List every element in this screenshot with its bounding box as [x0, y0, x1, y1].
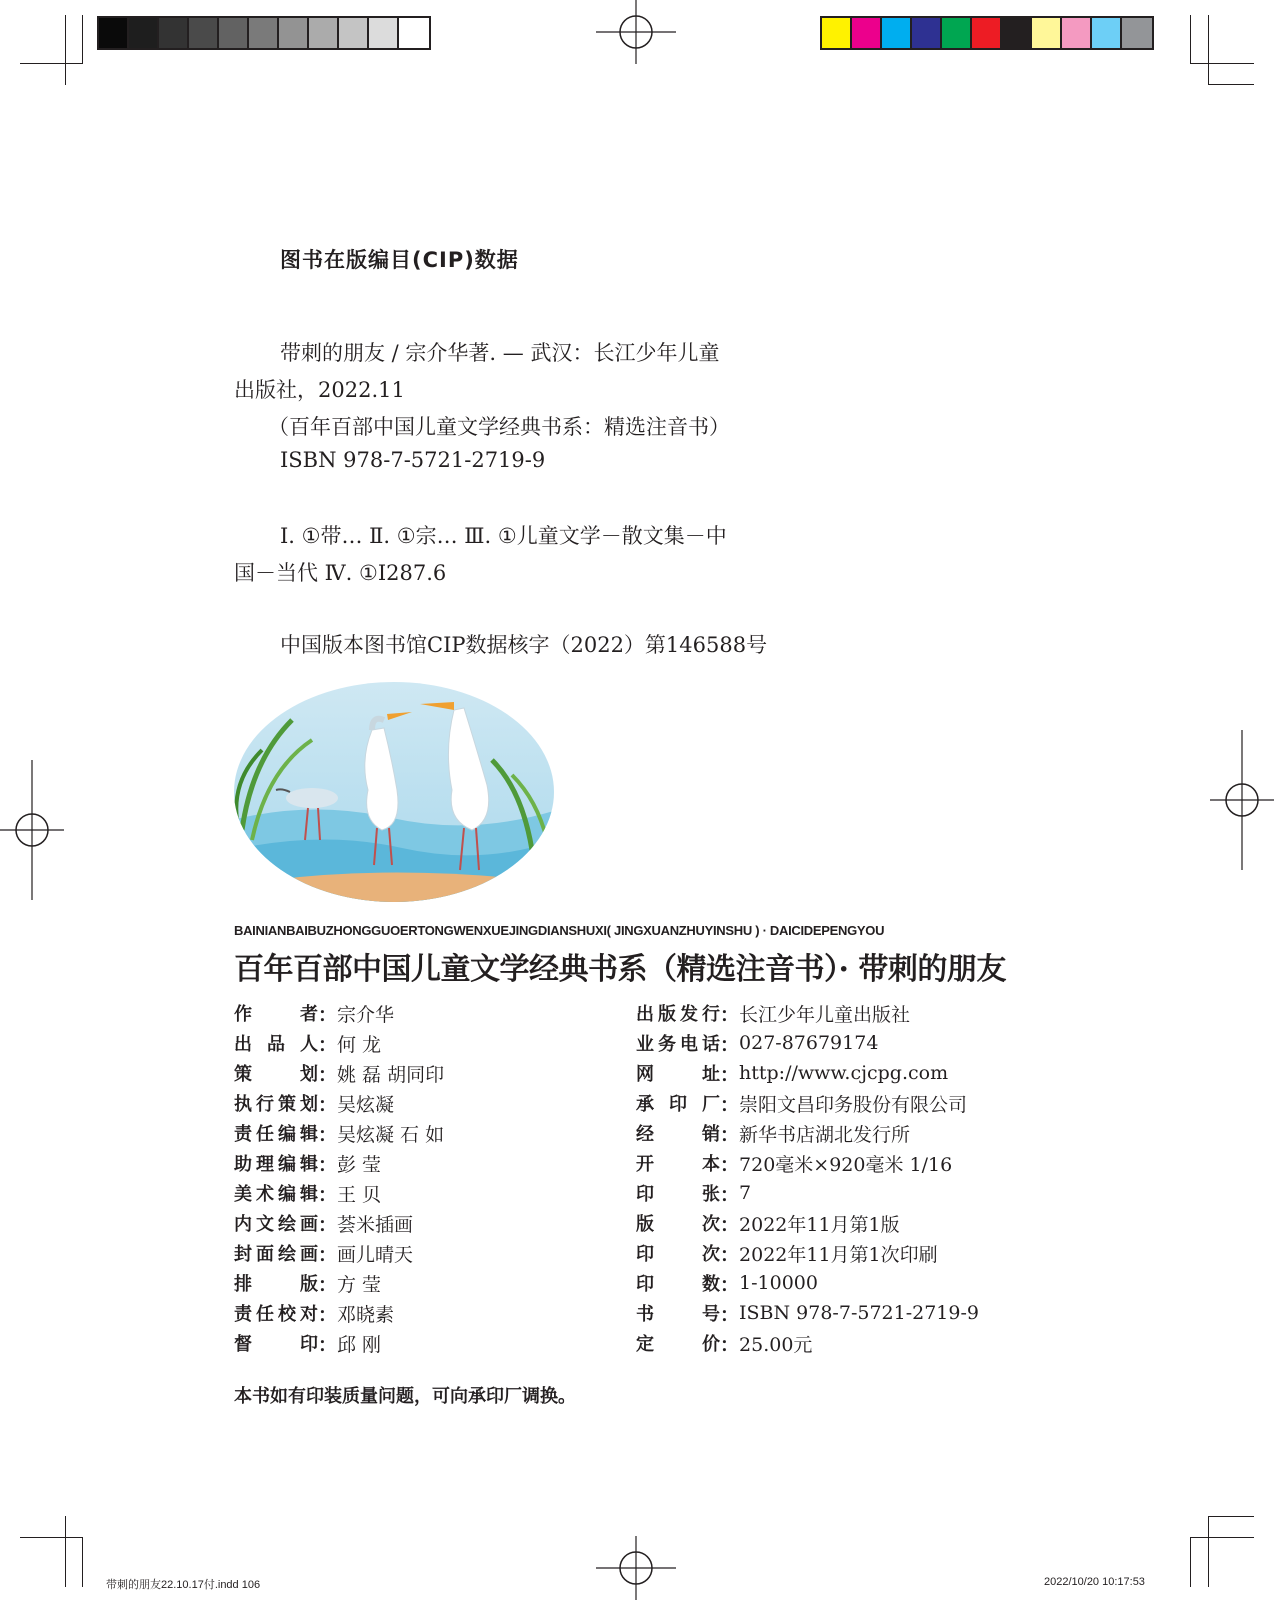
color-swatch — [1122, 18, 1152, 48]
credit-colon: ： — [720, 1333, 740, 1356]
credit-row — [636, 1118, 979, 1148]
credit-colon: ： — [318, 1093, 338, 1116]
credit-row — [636, 1268, 979, 1298]
credit-label: 作者 — [234, 1004, 318, 1025]
credit-label: 版次 — [636, 1214, 720, 1235]
credit-value: 25.00元 — [739, 1333, 813, 1356]
gray-swatch — [309, 18, 339, 48]
credit-colon: ： — [720, 1243, 740, 1266]
credit-value: 2022年11月第1次印刷 — [739, 1243, 938, 1266]
credit-row — [234, 1088, 444, 1118]
series-title: 百年百部中国儿童文学经典书系（精选注音书）· 带刺的朋友 — [234, 952, 1006, 987]
quality-notice: 本书如有印装质量问题，可向承印厂调换。 — [234, 1386, 576, 1407]
credit-colon: ： — [720, 1273, 740, 1296]
credit-colon: ： — [318, 1123, 338, 1146]
credits-right-column — [636, 998, 979, 1358]
credit-row — [636, 998, 979, 1028]
grayscale-bar — [97, 16, 431, 50]
credit-value: 方 莹 — [337, 1273, 382, 1296]
credit-row — [636, 1178, 979, 1208]
gray-swatch — [399, 18, 429, 48]
gray-swatch — [129, 18, 159, 48]
credit-label: 业务电话 — [636, 1034, 720, 1055]
credit-row — [234, 1058, 444, 1088]
credit-value: 姚 磊 胡同印 — [337, 1063, 445, 1086]
credit-row — [636, 1208, 979, 1238]
credit-value: 彭 莹 — [337, 1153, 382, 1176]
credit-label: 书号 — [636, 1304, 720, 1325]
credit-row — [234, 1238, 444, 1268]
credit-value: 7 — [739, 1182, 752, 1204]
credit-label: 开本 — [636, 1154, 720, 1175]
credit-colon: ： — [720, 1063, 740, 1086]
credits-left-column — [234, 998, 444, 1358]
gray-swatch — [249, 18, 279, 48]
credit-colon: ： — [720, 1093, 740, 1116]
gray-swatch — [99, 18, 129, 48]
credit-label: 责任校对 — [234, 1304, 318, 1325]
color-swatch — [882, 18, 912, 48]
slug-filename: 带刺的朋友22.10.17付.indd 106 — [106, 1579, 261, 1591]
color-swatch — [972, 18, 1002, 48]
credit-label: 督印 — [234, 1334, 318, 1355]
credit-row — [234, 1208, 444, 1238]
credit-colon: ： — [720, 1303, 740, 1326]
credit-colon: ： — [720, 1153, 740, 1176]
credit-colon: ： — [720, 1033, 740, 1056]
credit-label: 印数 — [636, 1274, 720, 1295]
credit-row — [636, 1328, 979, 1358]
color-swatch — [852, 18, 882, 48]
credit-label: 出版发行 — [636, 1004, 720, 1025]
credit-colon: ： — [720, 1213, 740, 1236]
credit-value: 吴炫凝 石 如 — [337, 1123, 445, 1146]
credit-value: 王 贝 — [337, 1183, 382, 1206]
credit-value: http://www.cjcpg.com — [739, 1062, 949, 1084]
credit-row — [234, 1298, 444, 1328]
credit-colon: ： — [318, 1183, 338, 1206]
registration-mark-bottom-icon — [596, 1520, 676, 1600]
credit-row — [234, 998, 444, 1028]
credit-value: 新华书店湖北发行所 — [739, 1123, 911, 1146]
credit-colon: ： — [318, 1333, 338, 1356]
cip-title-line: 带刺的朋友 / 宗介华著. — 武汉：长江少年儿童 — [280, 341, 720, 365]
credit-label: 内文绘画 — [234, 1214, 318, 1235]
egret-illustration — [232, 680, 557, 905]
gray-swatch — [219, 18, 249, 48]
credit-colon: ： — [720, 1183, 740, 1206]
credit-label: 策划 — [234, 1064, 318, 1085]
credit-value: 画儿晴天 — [337, 1243, 414, 1266]
credit-label: 定价 — [636, 1334, 720, 1355]
credit-row — [636, 1058, 979, 1088]
credit-label: 封面绘画 — [234, 1244, 318, 1265]
credit-value: 邓晓素 — [337, 1303, 395, 1326]
credit-row — [636, 1028, 979, 1058]
credit-label: 承印厂 — [636, 1094, 720, 1115]
credit-value: 吴炫凝 — [337, 1093, 395, 1116]
gray-swatch — [369, 18, 399, 48]
credit-label: 出品人 — [234, 1034, 318, 1055]
credit-value: 720毫米×920毫米 1/16 — [739, 1153, 953, 1176]
color-swatch — [1002, 18, 1032, 48]
cip-series-line: （百年百部中国儿童文学经典书系：精选注音书） — [268, 415, 730, 439]
credit-value: ISBN 978-7-5721-2719-9 — [739, 1302, 979, 1324]
credit-label: 责任编辑 — [234, 1124, 318, 1145]
color-swatch — [1032, 18, 1062, 48]
credit-colon: ： — [720, 1123, 740, 1146]
registration-mark-left-icon — [0, 760, 70, 900]
cip-heading: 图书在版编目(CIP)数据 — [280, 248, 519, 272]
credit-colon: ： — [318, 1063, 338, 1086]
credit-value: 宗介华 — [337, 1003, 395, 1026]
credit-row — [636, 1088, 979, 1118]
credit-colon: ： — [318, 1243, 338, 1266]
credit-label: 经销 — [636, 1124, 720, 1145]
cip-classification-line: Ⅰ. ①带… Ⅱ. ①宗… Ⅲ. ①儿童文学－散文集－中 — [280, 524, 727, 548]
credit-value: 长江少年儿童出版社 — [739, 1003, 911, 1026]
slug-timestamp: 2022/10/20 10:17:53 — [1044, 1576, 1145, 1588]
credit-colon: ： — [318, 1153, 338, 1176]
credit-row — [636, 1298, 979, 1328]
credit-row — [234, 1268, 444, 1298]
registration-mark-right-icon — [1204, 730, 1274, 870]
color-swatch — [1092, 18, 1122, 48]
credit-row — [234, 1148, 444, 1178]
credit-label: 印次 — [636, 1244, 720, 1265]
cip-isbn-line: ISBN 978-7-5721-2719-9 — [280, 448, 546, 472]
credit-value: 何 龙 — [337, 1033, 382, 1056]
color-swatch — [1062, 18, 1092, 48]
color-swatch — [912, 18, 942, 48]
credit-value: 崇阳文昌印务股份有限公司 — [739, 1093, 968, 1116]
color-bar — [820, 16, 1154, 50]
registration-mark-top-icon — [596, 0, 676, 80]
credit-label: 印张 — [636, 1184, 720, 1205]
credit-label: 美术编辑 — [234, 1184, 318, 1205]
credit-label: 执行策划 — [234, 1094, 318, 1115]
credit-label: 助理编辑 — [234, 1154, 318, 1175]
credit-value: 邱 刚 — [337, 1333, 382, 1356]
gray-swatch — [279, 18, 309, 48]
credit-colon: ： — [720, 1003, 740, 1026]
credit-row — [636, 1238, 979, 1268]
gray-swatch — [189, 18, 219, 48]
credit-row — [234, 1328, 444, 1358]
credit-colon: ： — [318, 1033, 338, 1056]
cip-classification-line-2: 国－当代 Ⅳ. ①I287.6 — [234, 561, 447, 585]
credit-value: 027-87679174 — [739, 1032, 879, 1054]
credit-value: 1-10000 — [739, 1272, 818, 1294]
credit-value: 2022年11月第1版 — [739, 1213, 900, 1236]
credit-colon: ： — [318, 1003, 338, 1026]
color-swatch — [822, 18, 852, 48]
credit-row — [234, 1118, 444, 1148]
credit-row — [636, 1148, 979, 1178]
cip-publisher-line: 出版社，2022.11 — [234, 378, 405, 402]
series-pinyin: BAINIANBAIBUZHONGGUOERTONGWENXUEJINGDIANSHUXI( JINGXUANZHUYINSHU ) · DAICIDEPENGYOU — [234, 923, 885, 938]
credit-colon: ： — [318, 1303, 338, 1326]
gray-swatch — [159, 18, 189, 48]
credit-label: 网址 — [636, 1064, 720, 1085]
credit-row — [234, 1178, 444, 1208]
cip-record-number: 中国版本图书馆CIP数据核字（2022）第146588号 — [280, 633, 768, 657]
credit-row — [234, 1028, 444, 1058]
credit-label: 排版 — [234, 1274, 318, 1295]
credit-colon: ： — [318, 1273, 338, 1296]
credit-value: 荟米插画 — [337, 1213, 414, 1236]
gray-swatch — [339, 18, 369, 48]
color-swatch — [942, 18, 972, 48]
credit-colon: ： — [318, 1213, 338, 1236]
